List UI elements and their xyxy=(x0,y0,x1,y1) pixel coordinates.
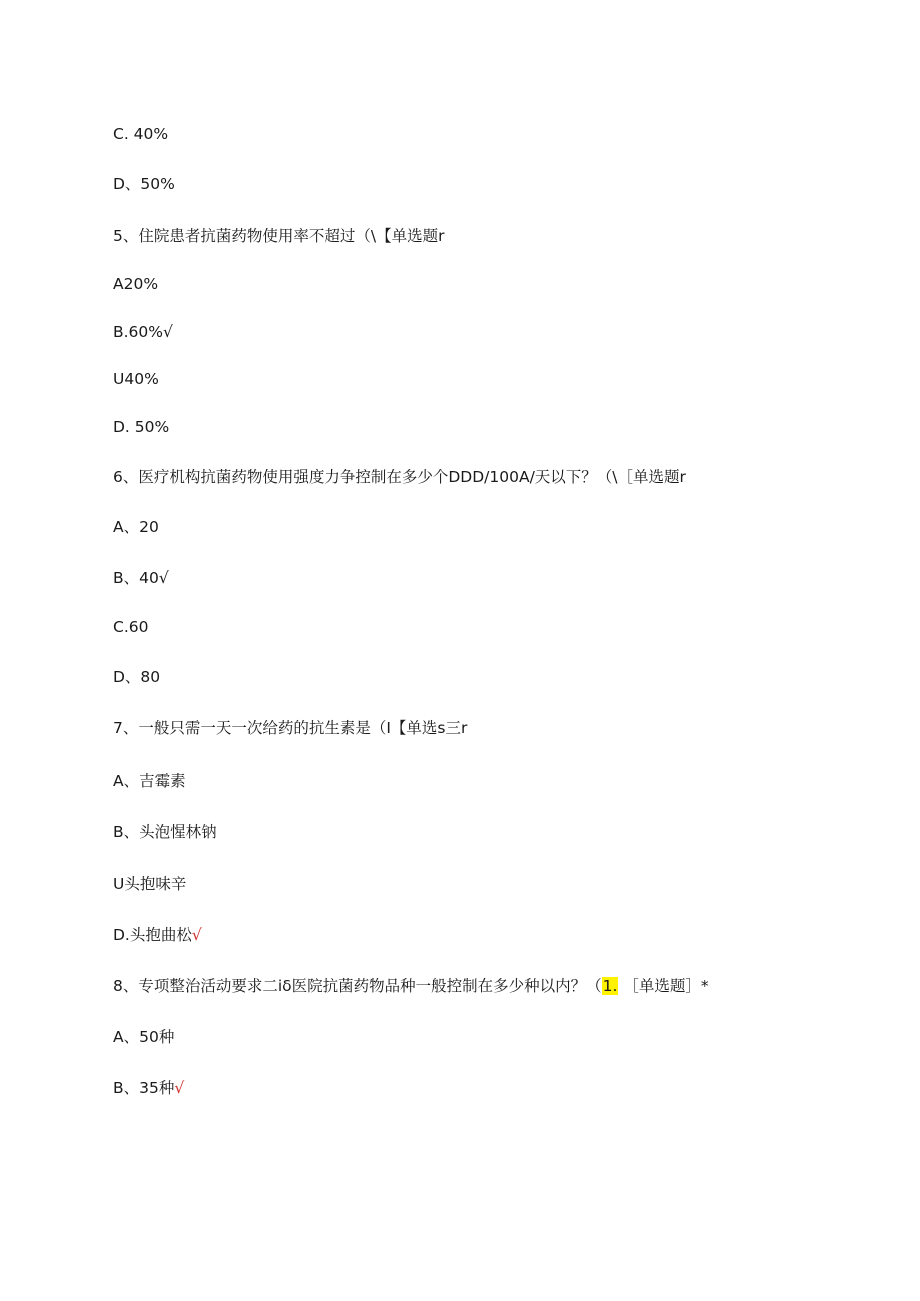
check-mark-icon: √ xyxy=(163,323,173,341)
option-d-q6: D、80 xyxy=(113,668,161,686)
highlighted-text: 1. xyxy=(602,977,618,995)
option-b-q7: B、头泡惺林钠 xyxy=(113,823,217,841)
option-b-q5: B.60%√ xyxy=(113,323,173,341)
option-d-q7: D.头抱曲松√ xyxy=(113,926,202,944)
option-a-q6: A、20 xyxy=(113,518,159,536)
option-c-q4: C. 40% xyxy=(113,125,169,143)
option-a-q8: A、50种 xyxy=(113,1028,175,1046)
option-a-q5: A20% xyxy=(113,275,159,293)
option-c-q6: C.60 xyxy=(113,618,149,636)
question-5: 5、住院患者抗菌药物使用率不超过（\【单选题r xyxy=(113,227,445,245)
option-c-q7: U头抱味辛 xyxy=(113,875,187,893)
option-a-q7: A、吉霉素 xyxy=(113,772,186,790)
question-7: 7、一般只需一天一次给药的抗生素是（I【单选s三r xyxy=(113,719,468,737)
check-mark-icon: √ xyxy=(158,569,169,587)
check-mark-icon: √ xyxy=(174,1079,185,1097)
question-8: 8、专项整治活动要求二iδ医院抗菌药物品种一般控制在多少种以内？（1. ［单选题］* xyxy=(113,977,709,995)
option-b-q8: B、35种√ xyxy=(113,1079,185,1097)
option-c-q5: U40% xyxy=(113,370,159,388)
question-6: 6、医疗机构抗菌药物使用强度力争控制在多少个DDD/100A/天以下？（\［单选题r xyxy=(113,468,686,486)
option-b-q6: B、40√ xyxy=(113,569,169,587)
option-d-q4: D、50% xyxy=(113,175,175,193)
check-mark-icon: √ xyxy=(191,926,202,944)
option-d-q5: D. 50% xyxy=(113,418,170,436)
